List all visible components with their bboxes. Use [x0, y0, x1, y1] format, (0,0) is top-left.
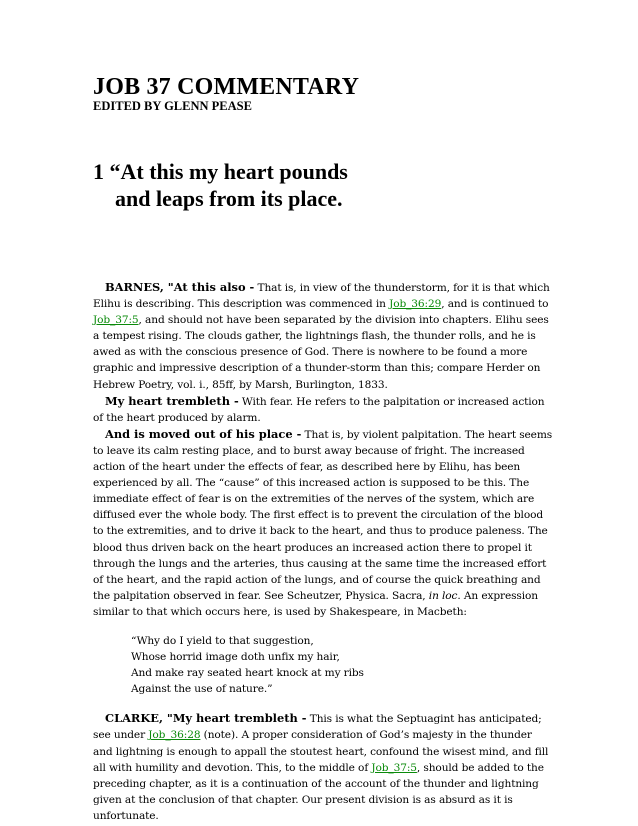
verse-line-1: 1 “At this my heart pounds: [93, 159, 348, 184]
clarke-lead: CLARKE, "My heart trembleth -: [105, 711, 307, 726]
heart-trembleth-text: With fear. He refers to the palpitation or increased action of the heart produced by alarm.: [93, 395, 545, 424]
scripture-link-job-37-5-b[interactable]: Job_37:5: [371, 761, 417, 774]
moved-out-paragraph: [93, 426, 553, 620]
clarke-text-1: This is what the Septuagint has anticipated; see under: [93, 713, 542, 742]
clarke-text-2: (note). A proper consideration of God’s majesty in the thunder and lightning is enough to appall the stoutest heart, confound the wisest mind, and fill all with humility and devotion. This, to the middle of: [93, 729, 549, 774]
scripture-link-job-36-29[interactable]: Job_36:29: [389, 298, 442, 311]
barnes-text-2: , and is continued to: [441, 298, 549, 311]
in-loc-italic: in loc: [428, 589, 458, 602]
heart-trembleth-lead: My heart trembleth -: [105, 393, 239, 408]
moved-out-lead: And is moved out of his place -: [105, 426, 302, 441]
document-title: JOB 37 COMMENTARY: [93, 74, 360, 100]
macbeth-quote: [131, 633, 553, 697]
quote-line-1: “Why do I yield to that suggestion,: [131, 634, 314, 647]
clarke-text-3: , should be added to the preceding chapter, as it is a continuation of the account of the thunder and lightning given at the conclusion of that chapter. Our present division is as absurd as it is unfortunate.: [93, 761, 544, 822]
editor-credit: EDITED BY GLENN PEASE: [93, 99, 252, 113]
barnes-text-3: , and should not have been separated by the division into chapters. Elihu sees a tempest rising. The clouds gather, the lightnings flash, the thunder rolls, and he is awed as with the conscious presence of God. There is nowhere to be found a more graphic and impressive description of a thunder-storm than this; compare Herder on Hebrew Poetry, vol. i., 85ff, by Marsh, Burlington, 1833.: [93, 314, 549, 391]
quote-line-4: Against the use of nature.”: [131, 683, 273, 696]
barnes-paragraph: [93, 279, 553, 393]
scripture-link-job-36-28[interactable]: Job_36:28: [148, 729, 201, 742]
quote-line-2: Whose horrid image doth unfix my hair,: [131, 651, 340, 664]
verse-line-2: and leaps from its place.: [115, 186, 343, 211]
barnes-text-1: That is, in view of the thunderstorm, for it is that which Elihu is describing. This description was commenced in: [93, 282, 550, 311]
quote-line-3: And make ray seated heart knock at my ribs: [131, 667, 364, 680]
commentary-body: [93, 279, 553, 824]
moved-out-text: That is, by violent palpitation. The heart seems to leave its calm resting place, and to burst away because of fright. The increased action of the heart under the effects of fear, as described here by Elihu, has been experienced by all. The “cause” of this increased action is supposed to be this. The immediate effect of fear is on the extremities of the nerves of the system, which are diffused ever the whole body. The first effect is to prevent the circulation of the blood to the extremities, and to drive it back to the heart, and thus to produce paleness. The blood thus driven back on the heart produces an increased action there to propel it through the lungs and the arteries, thus causing at the same time the increased effort of the heart, and the rapid action of the lungs, and of course the quick breathing and the palpitation observed in fear. See Scheutzer, Physica. Sacra,: [93, 428, 553, 602]
clarke-paragraph: [93, 710, 553, 824]
heart-trembleth-paragraph: [93, 393, 553, 426]
scripture-link-job-37-5[interactable]: Job_37:5: [93, 314, 139, 327]
verse-heading: [93, 158, 348, 212]
moved-out-text-2: . An expression similar to that which occurs here, is used by Shakespeare, in Macbeth:: [93, 589, 538, 618]
barnes-lead: BARNES, "At this also -: [105, 280, 255, 294]
